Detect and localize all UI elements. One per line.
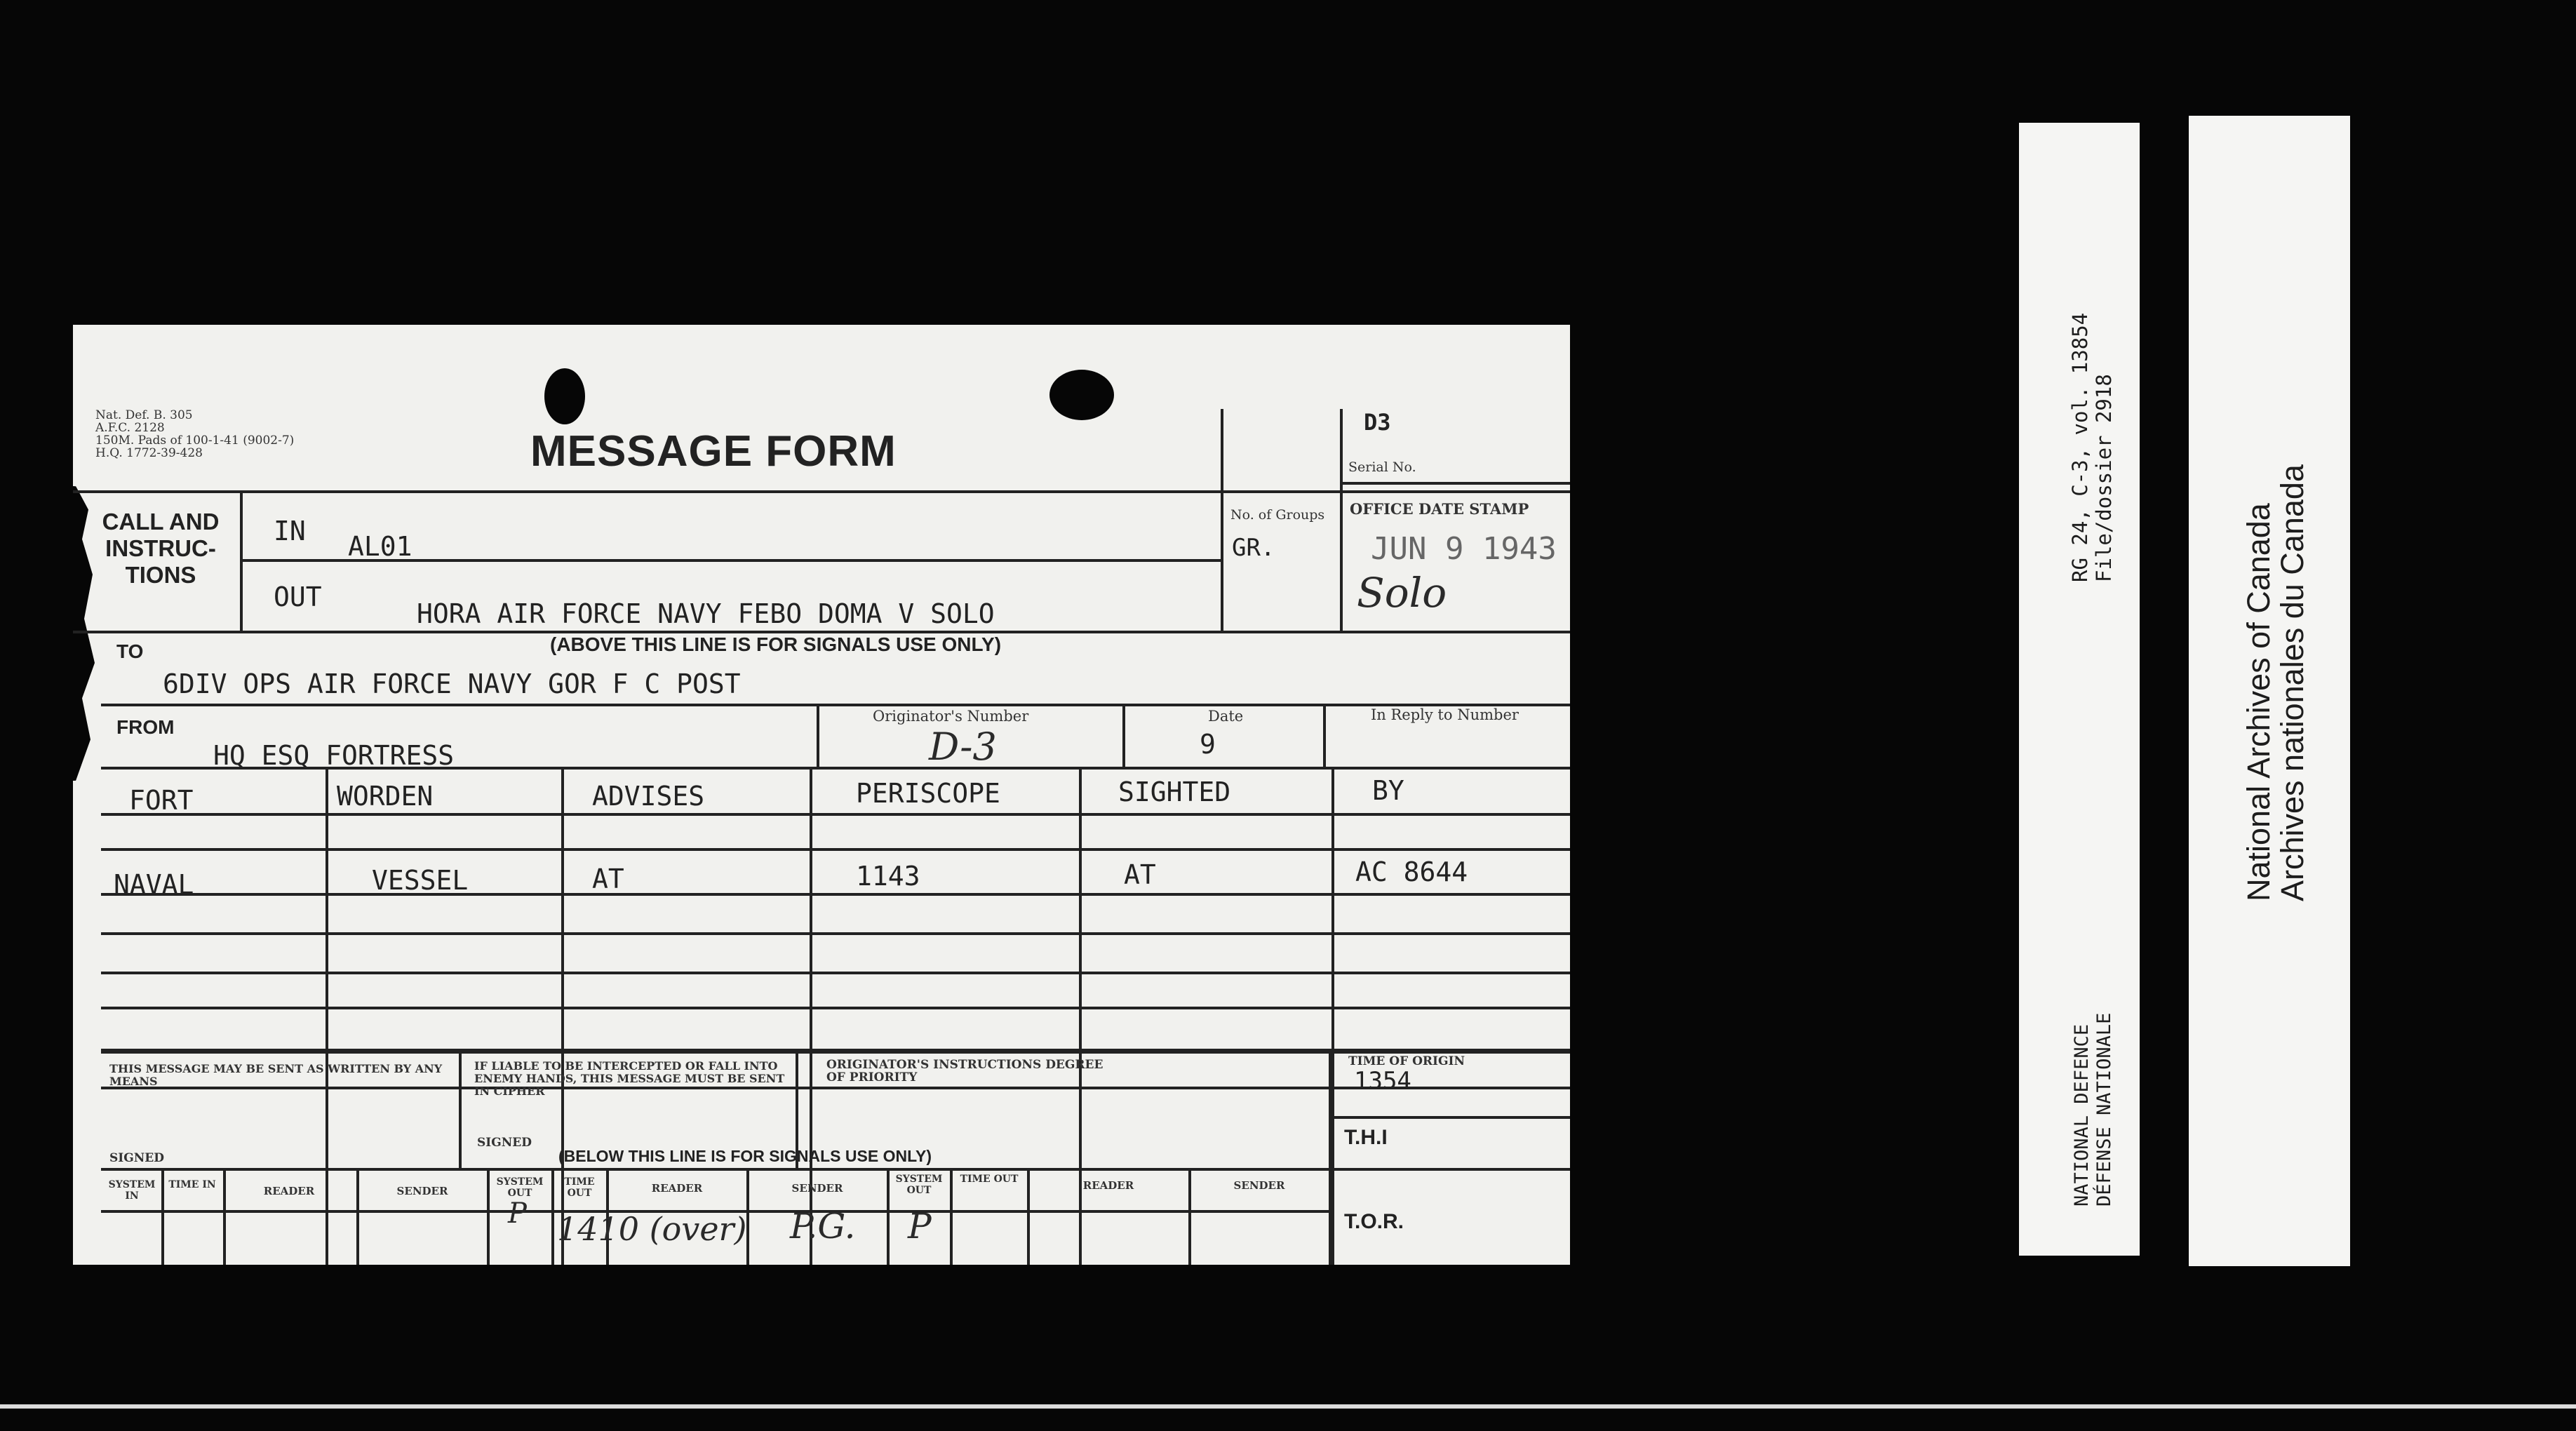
handwritten-time-out: 1410 (over): [557, 1210, 747, 1248]
rule: [101, 1168, 1329, 1171]
archives-text: [2242, 464, 2309, 901]
reference-line: File/dossier 2918: [2092, 374, 2116, 582]
rule: [73, 490, 1570, 493]
groups-value: GR.: [1232, 534, 1275, 562]
form-header-codes: [95, 409, 294, 459]
archives-line: National Archives of Canada: [2241, 503, 2276, 901]
col-reader: READER: [651, 1182, 703, 1195]
rule: [101, 813, 1570, 816]
footer-as-written: THIS MESSAGE MAY BE SENT AS WRITTEN BY ANY MEANS: [109, 1062, 443, 1088]
rule: [1329, 1116, 1570, 1119]
reply-to-label: In Reply to Number: [1371, 706, 1519, 723]
archives-strip: [2189, 116, 2350, 1266]
rule: [101, 767, 1570, 770]
serial-value: D3: [1364, 409, 1391, 436]
archives-line: Archives nationales du Canada: [2274, 464, 2310, 901]
rule: [1331, 767, 1334, 1265]
date-value: 9: [1200, 729, 1216, 760]
message-word: PERISCOPE: [856, 778, 1000, 809]
rule: [1340, 482, 1570, 485]
from-label: FROM: [116, 716, 175, 738]
rule: [1329, 1052, 1331, 1265]
punch-hole-right: [1049, 370, 1114, 420]
signed-label: SIGNED: [109, 1151, 164, 1165]
rule: [356, 1168, 359, 1265]
from-value: HQ ESQ FORTRESS: [213, 740, 455, 771]
message-word: VESSEL: [372, 865, 469, 896]
col-time-out: TIME OUT: [564, 1176, 595, 1199]
signed-label: SIGNED: [477, 1136, 532, 1150]
in-label: IN: [274, 516, 306, 546]
rule: [1122, 704, 1125, 767]
col-system-out: SYSTEM OUT: [496, 1176, 544, 1199]
col-sender: SENDER: [1233, 1179, 1285, 1192]
message-form: [73, 325, 1570, 1265]
serial-label: Serial No.: [1348, 459, 1416, 475]
rule: [101, 1050, 1570, 1054]
originators-number-label: Originator's Number: [873, 708, 1029, 725]
originators-instructions: ORIGINATOR'S INSTRUCTIONS DEGREE OF PRIORITY: [826, 1058, 1103, 1084]
col-sender: SENDER: [791, 1182, 843, 1195]
time-of-origin-value: 1354: [1354, 1067, 1411, 1095]
col-reader: READER: [263, 1185, 315, 1197]
department-line: DÉFENSE NATIONALE: [2093, 1012, 2115, 1207]
message-word: NAVAL: [114, 869, 194, 900]
message-word: WORDEN: [337, 781, 434, 812]
col-reader: READER: [1082, 1179, 1134, 1192]
rule: [101, 893, 1570, 896]
header-code-line: Nat. Def. B. 305: [95, 408, 193, 422]
rule: [459, 1052, 462, 1168]
rule: [101, 704, 1570, 706]
message-word: SIGHTED: [1118, 777, 1231, 807]
out-label: OUT: [274, 582, 322, 612]
header-code-line: 150M. Pads of 100-1-41 (9002-7): [95, 434, 295, 448]
form-title: MESSAGE FORM: [530, 427, 897, 476]
to-value: 6DIV OPS AIR FORCE NAVY GOR F C POST: [163, 669, 741, 699]
rule: [223, 1168, 226, 1265]
rule: [101, 972, 1570, 974]
thi-label: T.H.I: [1344, 1126, 1388, 1149]
office-date-stamp-label: OFFICE DATE STAMP: [1350, 500, 1529, 518]
originators-number-value: D-3: [929, 725, 997, 769]
footer-cipher: IF LIABLE TO BE INTERCEPTED OR FALL INTO ENEMY HANDS, THIS MESSAGE MUST BE SENT IN CIPHER: [474, 1059, 785, 1098]
tor-label: T.O.R.: [1344, 1210, 1404, 1233]
col-time-out: TIME OUT: [960, 1174, 1019, 1185]
out-value: HORA AIR FORCE NAVY FEBO DOMA V SOLO: [417, 598, 995, 629]
reference-strip: [2019, 123, 2140, 1256]
date-label: Date: [1208, 708, 1244, 725]
rule: [1340, 409, 1343, 633]
date-stamp: JUN 9 1943: [1371, 531, 1557, 567]
signals-note: (ABOVE THIS LINE IS FOR SIGNALS USE ONLY): [550, 633, 1002, 655]
col-time-in: TIME IN: [168, 1179, 216, 1190]
handwritten-system-out-2: P: [908, 1206, 932, 1247]
scan-edge-line: [0, 1404, 2576, 1409]
reference-line: RG 24, C-3, vol. 13854: [2068, 312, 2092, 582]
rule: [101, 1007, 1570, 1009]
rule: [101, 848, 1570, 851]
rule: [817, 704, 819, 767]
rule: [101, 932, 1570, 935]
torn-edge: [73, 486, 101, 781]
department-text: [2071, 1013, 2116, 1207]
punch-hole-left: [544, 368, 585, 424]
rule: [1221, 409, 1223, 633]
col-system-out: SYSTEM OUT: [895, 1174, 943, 1196]
handwritten-reader: P.G.: [790, 1206, 856, 1247]
message-word: FORT: [129, 785, 194, 816]
message-word: AT: [1124, 859, 1156, 890]
to-label: TO: [116, 640, 144, 662]
message-word: 1143: [856, 861, 920, 892]
rule: [240, 490, 243, 631]
stamp-signature: Solo: [1357, 569, 1447, 617]
message-word: BY: [1372, 775, 1404, 806]
groups-label: No. of Groups: [1230, 507, 1325, 523]
call-instructions-label: CALL AND INSTRUC- TIONS: [102, 509, 220, 588]
reference-text: [2068, 313, 2116, 582]
header-code-line: H.Q. 1772-39-428: [95, 446, 203, 460]
handwritten-system-out: P: [508, 1197, 527, 1230]
rule: [1323, 704, 1326, 767]
time-of-origin-label: TIME OF ORIGIN: [1348, 1054, 1465, 1068]
signals-below-note: (BELOW THIS LINE IS FOR SIGNALS USE ONLY): [558, 1147, 932, 1165]
message-word: ADVISES: [592, 781, 705, 812]
header-code-line: A.F.C. 2128: [95, 421, 165, 435]
in-value: AL01: [348, 531, 412, 562]
department-line: NATIONAL DEFENCE: [2071, 1023, 2093, 1207]
message-word: AC 8644: [1355, 856, 1468, 887]
message-word: AT: [592, 864, 624, 894]
rule: [1329, 1168, 1570, 1171]
col-sender: SENDER: [396, 1185, 448, 1197]
col-system-in: SYSTEM IN: [108, 1179, 156, 1202]
